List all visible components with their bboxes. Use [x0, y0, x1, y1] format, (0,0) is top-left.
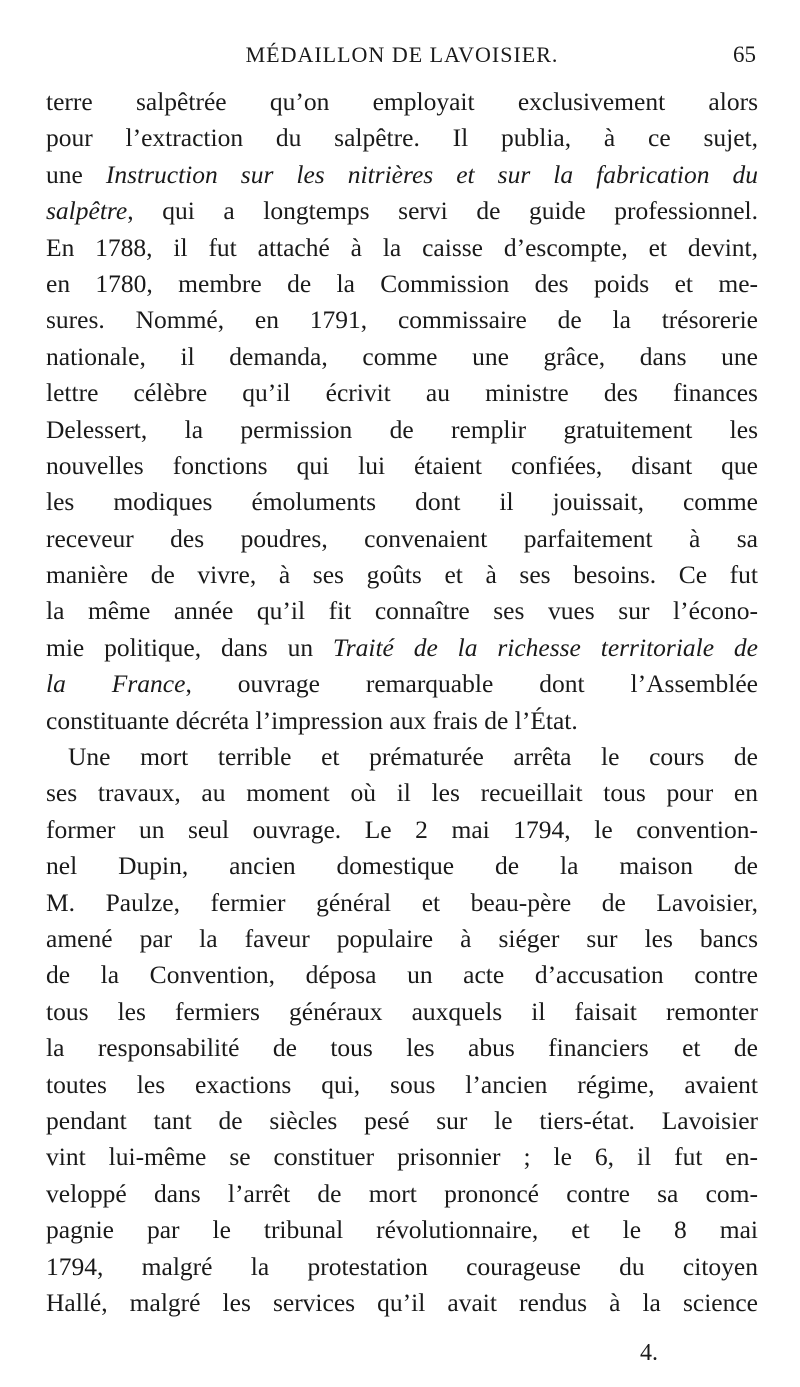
- page-header: [46, 42, 758, 78]
- text-segment: toutes les exactions qui, sous l’ancien régime, avaient: [46, 1069, 758, 1099]
- text-segment: Une mort terrible et prématurée arrêta le cours de: [68, 742, 758, 772]
- text-segment: les modiques émoluments dont il jouissait, comme: [46, 487, 758, 517]
- page-number: 65: [733, 42, 756, 67]
- italic-title: Instruction sur les nitrières et sur la fabrication du: [105, 159, 758, 189]
- text-segment: 1794, malgré la protestation courageuse du citoyen: [46, 1251, 758, 1281]
- text-line: [46, 84, 758, 120]
- text-line: [46, 1285, 758, 1321]
- italic-title: la France: [46, 669, 186, 699]
- text-line: [46, 921, 758, 957]
- text-line: [46, 630, 758, 666]
- text-line: [46, 448, 758, 484]
- text-line: [46, 302, 758, 338]
- text-segment: pagnie par le tribunal révolutionnaire, et le 8 mai: [46, 1215, 758, 1245]
- text-segment: En 1788, il fut attaché à la caisse d’escompte, et devint,: [46, 232, 758, 262]
- text-line: [46, 885, 758, 921]
- text-line: [46, 557, 758, 593]
- text-line: [46, 957, 758, 993]
- text-line: [46, 230, 758, 266]
- italic-title: salpêtre: [46, 196, 128, 226]
- text-segment: , ouvrage remarquable dont l’Assemblée: [185, 669, 758, 699]
- text-line: [46, 339, 758, 375]
- text-line: [46, 412, 758, 448]
- text-segment: amené par la faveur populaire à siéger sur les bancs: [46, 923, 758, 953]
- text-line: [46, 120, 758, 156]
- text-line: [46, 375, 758, 411]
- text-line: [46, 848, 758, 884]
- text-line: [46, 1139, 758, 1175]
- text-line: [46, 1176, 758, 1212]
- text-line: [46, 593, 758, 629]
- signature-mark: 4.: [640, 1340, 658, 1366]
- body-text: [46, 84, 758, 1321]
- text-segment: pour l’extraction du salpêtre. Il publia, à ce sujet,: [46, 123, 758, 153]
- text-segment: ses travaux, au moment où il les recueillait tous pour en: [46, 778, 758, 808]
- text-segment: la responsabilité de tous les abus financiers et de: [46, 1033, 758, 1063]
- text-line: [46, 994, 758, 1030]
- text-line: [46, 266, 758, 302]
- text-segment: Hallé, malgré les services qu’il avait rendus à la science: [46, 1287, 758, 1317]
- text-line: [46, 812, 758, 848]
- text-line: [46, 666, 758, 702]
- text-segment: vint lui-même se constituer prisonnier ; le 6, il fut en-: [46, 1142, 758, 1172]
- text-segment: une: [46, 159, 106, 189]
- text-segment: terre salpêtrée qu’on employait exclusivement alors: [46, 87, 758, 116]
- text-line: [46, 1103, 758, 1139]
- text-segment: Delessert, la permission de remplir gratuitement les: [46, 414, 758, 444]
- text-segment: nouvelles fonctions qui lui étaient confiées, disant que: [46, 450, 758, 480]
- text-line: [46, 1067, 758, 1103]
- text-segment: former un seul ouvrage. Le 2 mai 1794, le convention-: [46, 814, 758, 844]
- text-line: [46, 484, 758, 520]
- text-segment: manière de vivre, à ses goûts et à ses besoins. Ce fut: [46, 560, 758, 590]
- text-segment: , qui a longtemps servi de guide professionnel.: [127, 196, 758, 226]
- text-segment: lettre célèbre qu’il écrivit au ministre des finances: [46, 378, 758, 408]
- text-segment: en 1780, membre de la Commission des poids et me-: [46, 268, 758, 298]
- running-title: MÉDAILLON DE LAVOISIER.: [245, 42, 559, 67]
- text-segment: M. Paulze, fermier général et beau-père de Lavoisier,: [46, 887, 758, 917]
- text-segment: mie politique, dans un: [46, 632, 333, 662]
- text-segment: la même année qu’il fit connaître ses vues sur l’écono-: [46, 596, 758, 626]
- italic-title: Traité de la richesse territoriale de: [332, 632, 758, 662]
- text-segment: sures. Nommé, en 1791, commissaire de la trésorerie: [46, 305, 758, 335]
- text-segment: de la Convention, déposa un acte d’accusation contre: [46, 960, 758, 990]
- text-line: [46, 703, 758, 739]
- text-line: [46, 1030, 758, 1066]
- text-line: [46, 1249, 758, 1285]
- text-segment: receveur des poudres, convenaient parfaitement à sa: [46, 523, 758, 553]
- text-line: [46, 775, 758, 811]
- text-line: [46, 157, 758, 193]
- text-segment: constituante décréta l’impression aux frais de l’État.: [46, 705, 578, 735]
- text-segment: veloppé dans l’arrêt de mort prononcé contre sa com-: [46, 1178, 758, 1208]
- text-line: [46, 1212, 758, 1248]
- text-line: [46, 739, 758, 775]
- text-segment: pendant tant de siècles pesé sur le tiers-état. Lavoisier: [46, 1105, 758, 1135]
- text-line: [46, 521, 758, 557]
- text-line: [46, 193, 758, 229]
- text-segment: nationale, il demanda, comme une grâce, dans une: [46, 341, 758, 371]
- text-segment: nel Dupin, ancien domestique de la maison de: [46, 851, 758, 881]
- text-segment: tous les fermiers généraux auxquels il faisait remonter: [46, 996, 758, 1026]
